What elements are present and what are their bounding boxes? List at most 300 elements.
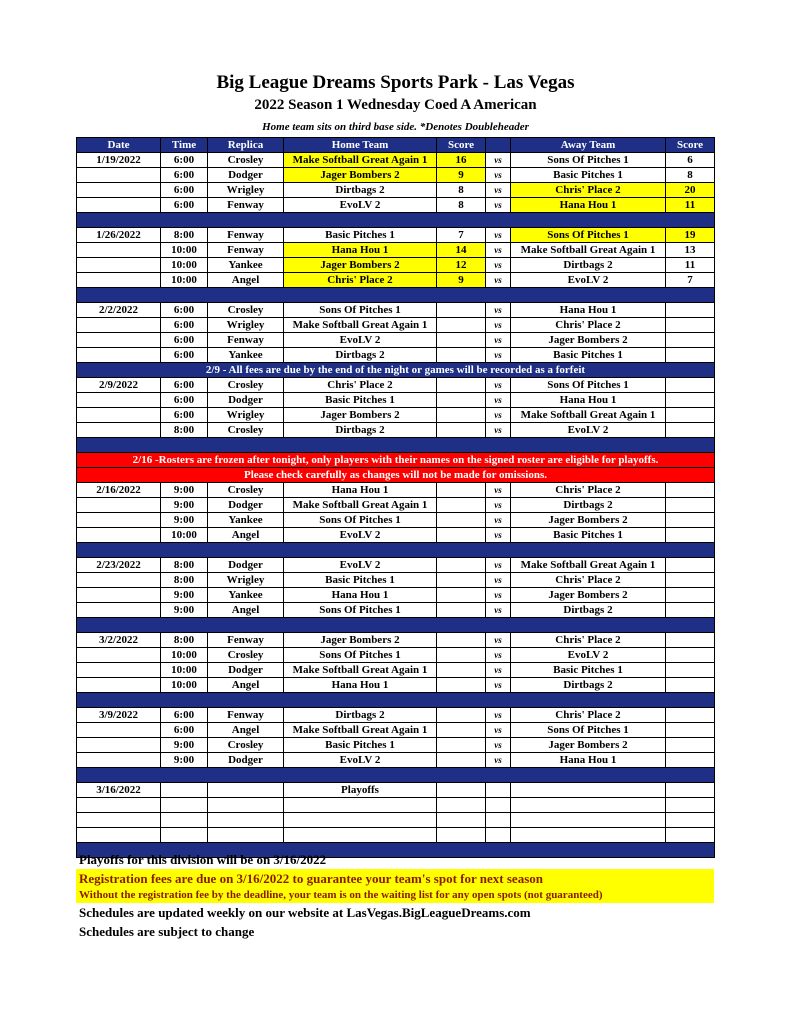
away-team-cell: Jager Bombers 2 bbox=[511, 588, 666, 603]
game-row bbox=[77, 333, 715, 348]
away-team-cell: Make Softball Great Again 1 bbox=[511, 243, 666, 258]
empty-row bbox=[77, 813, 715, 828]
fee-notice-row bbox=[77, 363, 715, 378]
game-row bbox=[77, 633, 715, 648]
game-row bbox=[77, 483, 715, 498]
date-cell bbox=[77, 528, 161, 543]
home-team-cell: Sons Of Pitches 1 bbox=[284, 648, 437, 663]
week-separator bbox=[77, 438, 715, 453]
date-cell bbox=[77, 393, 161, 408]
vs-cell: vs bbox=[486, 588, 511, 603]
time-cell: 6:00 bbox=[161, 198, 208, 213]
away-team-cell: Sons Of Pitches 1 bbox=[511, 153, 666, 168]
home-score-cell bbox=[437, 333, 486, 348]
vs-cell bbox=[486, 783, 511, 798]
date-cell bbox=[77, 753, 161, 768]
website-notice: Schedules are updated weekly on our website at LasVegas.BigLeagueDreams.com bbox=[79, 905, 531, 920]
game-row bbox=[77, 198, 715, 213]
home-team-cell: EvoLV 2 bbox=[284, 558, 437, 573]
schedule-note: Home team sits on third base side. *Denotes Doubleheader bbox=[262, 121, 529, 133]
replica-cell: Dodger bbox=[208, 663, 284, 678]
schedule-table bbox=[76, 137, 715, 858]
vs-cell: vs bbox=[486, 393, 511, 408]
time-cell: 6:00 bbox=[161, 183, 208, 198]
replica-cell: Yankee bbox=[208, 513, 284, 528]
vs-cell: vs bbox=[486, 183, 511, 198]
separator-cell bbox=[77, 768, 715, 783]
date-cell bbox=[77, 423, 161, 438]
away-team-cell: Hana Hou 1 bbox=[511, 303, 666, 318]
away-score-cell bbox=[666, 558, 715, 573]
replica-cell: Angel bbox=[208, 678, 284, 693]
away-team-cell: Jager Bombers 2 bbox=[511, 738, 666, 753]
date-cell: 2/9/2022 bbox=[77, 378, 161, 393]
home-team-cell: Sons Of Pitches 1 bbox=[284, 303, 437, 318]
away-team-cell: Dirtbags 2 bbox=[511, 678, 666, 693]
vs-cell: vs bbox=[486, 333, 511, 348]
home-score-cell bbox=[437, 813, 486, 828]
game-row bbox=[77, 228, 715, 243]
away-score-cell bbox=[666, 648, 715, 663]
roster-notice-row bbox=[77, 453, 715, 468]
game-row bbox=[77, 318, 715, 333]
vs-cell: vs bbox=[486, 273, 511, 288]
vs-cell: vs bbox=[486, 603, 511, 618]
home-team-cell: Jager Bombers 2 bbox=[284, 168, 437, 183]
home-team-cell bbox=[284, 813, 437, 828]
away-score-cell bbox=[666, 408, 715, 423]
replica-cell: Yankee bbox=[208, 588, 284, 603]
week-separator bbox=[77, 768, 715, 783]
date-cell bbox=[77, 603, 161, 618]
home-score-cell: 9 bbox=[437, 168, 486, 183]
vs-cell bbox=[486, 798, 511, 813]
home-score-cell: 16 bbox=[437, 153, 486, 168]
away-team-cell: Jager Bombers 2 bbox=[511, 333, 666, 348]
table-header-row bbox=[77, 138, 715, 153]
game-row bbox=[77, 648, 715, 663]
away-score-cell bbox=[666, 378, 715, 393]
away-team-cell: Chris' Place 2 bbox=[511, 633, 666, 648]
home-score-cell: 12 bbox=[437, 258, 486, 273]
home-score-cell: 7 bbox=[437, 228, 486, 243]
replica-cell: Angel bbox=[208, 723, 284, 738]
game-row bbox=[77, 243, 715, 258]
col-header-home-score: Score bbox=[437, 138, 486, 153]
home-team-cell: Jager Bombers 2 bbox=[284, 408, 437, 423]
notice-text: 2/16 -Rosters are frozen after tonight, only players with their names on the signed roster are eligible for playoffs. bbox=[77, 453, 715, 468]
time-cell: 6:00 bbox=[161, 393, 208, 408]
home-score-cell bbox=[437, 648, 486, 663]
away-score-cell bbox=[666, 303, 715, 318]
home-team-cell: Hana Hou 1 bbox=[284, 588, 437, 603]
game-row bbox=[77, 303, 715, 318]
date-cell bbox=[77, 333, 161, 348]
replica-cell: Yankee bbox=[208, 348, 284, 363]
time-cell: 9:00 bbox=[161, 753, 208, 768]
home-score-cell bbox=[437, 708, 486, 723]
vs-cell: vs bbox=[486, 483, 511, 498]
separator-cell bbox=[77, 693, 715, 708]
away-score-cell bbox=[666, 498, 715, 513]
vs-cell: vs bbox=[486, 498, 511, 513]
home-score-cell bbox=[437, 573, 486, 588]
time-cell: 9:00 bbox=[161, 513, 208, 528]
home-score-cell bbox=[437, 798, 486, 813]
game-row bbox=[77, 183, 715, 198]
time-cell: 10:00 bbox=[161, 678, 208, 693]
vs-cell: vs bbox=[486, 243, 511, 258]
away-score-cell bbox=[666, 423, 715, 438]
vs-cell: vs bbox=[486, 318, 511, 333]
game-row bbox=[77, 273, 715, 288]
game-row bbox=[77, 708, 715, 723]
vs-cell: vs bbox=[486, 378, 511, 393]
home-team-cell: Sons Of Pitches 1 bbox=[284, 513, 437, 528]
home-team-cell: EvoLV 2 bbox=[284, 753, 437, 768]
away-team-cell: Chris' Place 2 bbox=[511, 573, 666, 588]
time-cell: 10:00 bbox=[161, 258, 208, 273]
time-cell: 9:00 bbox=[161, 603, 208, 618]
away-score-cell bbox=[666, 603, 715, 618]
time-cell: 8:00 bbox=[161, 558, 208, 573]
game-row bbox=[77, 573, 715, 588]
home-team-cell: Make Softball Great Again 1 bbox=[284, 723, 437, 738]
away-team-cell: Sons Of Pitches 1 bbox=[511, 228, 666, 243]
time-cell: 9:00 bbox=[161, 498, 208, 513]
replica-cell: Fenway bbox=[208, 228, 284, 243]
away-score-cell: 20 bbox=[666, 183, 715, 198]
away-team-cell: Dirtbags 2 bbox=[511, 603, 666, 618]
game-row bbox=[77, 393, 715, 408]
away-team-cell: Dirtbags 2 bbox=[511, 498, 666, 513]
playoffs-row bbox=[77, 783, 715, 798]
away-score-cell bbox=[666, 348, 715, 363]
time-cell: 6:00 bbox=[161, 348, 208, 363]
away-team-cell: EvoLV 2 bbox=[511, 273, 666, 288]
away-team-cell: EvoLV 2 bbox=[511, 648, 666, 663]
vs-cell: vs bbox=[486, 753, 511, 768]
replica-cell: Yankee bbox=[208, 258, 284, 273]
date-cell bbox=[77, 513, 161, 528]
vs-cell: vs bbox=[486, 303, 511, 318]
replica-cell: Dodger bbox=[208, 753, 284, 768]
away-score-cell: 7 bbox=[666, 273, 715, 288]
vs-cell: vs bbox=[486, 528, 511, 543]
replica-cell: Angel bbox=[208, 273, 284, 288]
home-score-cell bbox=[437, 828, 486, 843]
replica-cell: Dodger bbox=[208, 498, 284, 513]
time-cell: 10:00 bbox=[161, 273, 208, 288]
home-team-cell: Dirtbags 2 bbox=[284, 348, 437, 363]
date-cell: 2/16/2022 bbox=[77, 483, 161, 498]
home-score-cell bbox=[437, 408, 486, 423]
home-team-cell: Dirtbags 2 bbox=[284, 708, 437, 723]
away-score-cell bbox=[666, 588, 715, 603]
away-team-cell: Sons Of Pitches 1 bbox=[511, 723, 666, 738]
replica-cell: Wrigley bbox=[208, 183, 284, 198]
away-score-cell bbox=[666, 483, 715, 498]
home-score-cell: 9 bbox=[437, 273, 486, 288]
replica-cell: Angel bbox=[208, 528, 284, 543]
away-score-cell bbox=[666, 393, 715, 408]
schedule-body bbox=[77, 153, 715, 858]
replica-cell: Fenway bbox=[208, 333, 284, 348]
away-score-cell bbox=[666, 333, 715, 348]
home-score-cell bbox=[437, 318, 486, 333]
home-team-cell bbox=[284, 798, 437, 813]
date-cell bbox=[77, 813, 161, 828]
home-team-cell: EvoLV 2 bbox=[284, 198, 437, 213]
date-cell bbox=[77, 573, 161, 588]
replica-cell: Fenway bbox=[208, 708, 284, 723]
col-header-away-team: Away Team bbox=[511, 138, 666, 153]
away-score-cell bbox=[666, 738, 715, 753]
replica-cell: Crosley bbox=[208, 483, 284, 498]
time-cell: 6:00 bbox=[161, 708, 208, 723]
game-row bbox=[77, 378, 715, 393]
home-team-cell: Make Softball Great Again 1 bbox=[284, 663, 437, 678]
away-team-cell: Make Softball Great Again 1 bbox=[511, 558, 666, 573]
replica-cell: Wrigley bbox=[208, 408, 284, 423]
game-row bbox=[77, 558, 715, 573]
date-cell bbox=[77, 498, 161, 513]
time-cell: 8:00 bbox=[161, 633, 208, 648]
home-team-cell: Basic Pitches 1 bbox=[284, 228, 437, 243]
replica-cell: Fenway bbox=[208, 198, 284, 213]
away-team-cell bbox=[511, 798, 666, 813]
col-header-away-score: Score bbox=[666, 138, 715, 153]
away-team-cell: Jager Bombers 2 bbox=[511, 513, 666, 528]
home-score-cell bbox=[437, 348, 486, 363]
vs-cell: vs bbox=[486, 153, 511, 168]
home-score-cell bbox=[437, 558, 486, 573]
vs-cell: vs bbox=[486, 198, 511, 213]
separator-cell bbox=[77, 213, 715, 228]
away-score-cell bbox=[666, 723, 715, 738]
away-score-cell bbox=[666, 783, 715, 798]
replica-cell: Wrigley bbox=[208, 573, 284, 588]
date-cell bbox=[77, 258, 161, 273]
time-cell: 6:00 bbox=[161, 318, 208, 333]
vs-cell: vs bbox=[486, 573, 511, 588]
home-score-cell bbox=[437, 753, 486, 768]
home-team-cell: Basic Pitches 1 bbox=[284, 393, 437, 408]
away-score-cell: 6 bbox=[666, 153, 715, 168]
replica-cell: Crosley bbox=[208, 153, 284, 168]
away-team-cell bbox=[511, 813, 666, 828]
vs-cell: vs bbox=[486, 348, 511, 363]
game-row bbox=[77, 258, 715, 273]
home-score-cell bbox=[437, 588, 486, 603]
vs-cell: vs bbox=[486, 648, 511, 663]
vs-cell bbox=[486, 828, 511, 843]
home-score-cell bbox=[437, 378, 486, 393]
col-header-home-team: Home Team bbox=[284, 138, 437, 153]
date-cell: 3/16/2022 bbox=[77, 783, 161, 798]
date-cell bbox=[77, 738, 161, 753]
replica-cell bbox=[208, 783, 284, 798]
away-team-cell: Hana Hou 1 bbox=[511, 393, 666, 408]
home-score-cell bbox=[437, 528, 486, 543]
game-row bbox=[77, 513, 715, 528]
away-score-cell: 8 bbox=[666, 168, 715, 183]
time-cell: 9:00 bbox=[161, 588, 208, 603]
date-cell: 3/9/2022 bbox=[77, 708, 161, 723]
game-row bbox=[77, 528, 715, 543]
vs-cell: vs bbox=[486, 723, 511, 738]
away-score-cell bbox=[666, 318, 715, 333]
home-team-cell: Basic Pitches 1 bbox=[284, 738, 437, 753]
time-cell: 6:00 bbox=[161, 378, 208, 393]
home-team-cell: EvoLV 2 bbox=[284, 528, 437, 543]
time-cell: 8:00 bbox=[161, 423, 208, 438]
replica-cell bbox=[208, 798, 284, 813]
game-row bbox=[77, 603, 715, 618]
away-team-cell: Basic Pitches 1 bbox=[511, 528, 666, 543]
home-team-cell: Hana Hou 1 bbox=[284, 243, 437, 258]
week-separator bbox=[77, 618, 715, 633]
vs-cell: vs bbox=[486, 258, 511, 273]
replica-cell: Wrigley bbox=[208, 318, 284, 333]
away-score-cell bbox=[666, 828, 715, 843]
away-score-cell bbox=[666, 633, 715, 648]
home-score-cell bbox=[437, 738, 486, 753]
home-team-cell: Dirtbags 2 bbox=[284, 423, 437, 438]
home-team-cell: Jager Bombers 2 bbox=[284, 258, 437, 273]
empty-row bbox=[77, 798, 715, 813]
home-team-cell: Jager Bombers 2 bbox=[284, 633, 437, 648]
replica-cell bbox=[208, 813, 284, 828]
home-team-cell: Hana Hou 1 bbox=[284, 678, 437, 693]
game-row bbox=[77, 678, 715, 693]
home-team-cell: Playoffs bbox=[284, 783, 437, 798]
replica-cell: Fenway bbox=[208, 243, 284, 258]
vs-cell: vs bbox=[486, 408, 511, 423]
away-score-cell: 13 bbox=[666, 243, 715, 258]
home-score-cell bbox=[437, 423, 486, 438]
game-row bbox=[77, 168, 715, 183]
home-team-cell: Dirtbags 2 bbox=[284, 183, 437, 198]
home-team-cell: Basic Pitches 1 bbox=[284, 573, 437, 588]
away-team-cell: Chris' Place 2 bbox=[511, 183, 666, 198]
col-header-time: Time bbox=[161, 138, 208, 153]
time-cell: 6:00 bbox=[161, 153, 208, 168]
replica-cell bbox=[208, 828, 284, 843]
playoffs-notice: Playoffs for this division will be on 3/16/2022 bbox=[79, 852, 327, 867]
empty-row bbox=[77, 828, 715, 843]
week-separator bbox=[77, 693, 715, 708]
page-title: Big League Dreams Sports Park - Las Vegas bbox=[216, 72, 575, 93]
notice-text: Please check carefully as changes will not be made for omissions. bbox=[77, 468, 715, 483]
date-cell bbox=[77, 168, 161, 183]
replica-cell: Crosley bbox=[208, 738, 284, 753]
away-score-cell bbox=[666, 753, 715, 768]
date-cell: 1/26/2022 bbox=[77, 228, 161, 243]
time-cell bbox=[161, 798, 208, 813]
home-team-cell: Chris' Place 2 bbox=[284, 378, 437, 393]
time-cell: 10:00 bbox=[161, 243, 208, 258]
away-team-cell bbox=[511, 783, 666, 798]
replica-cell: Dodger bbox=[208, 168, 284, 183]
home-team-cell: Sons Of Pitches 1 bbox=[284, 603, 437, 618]
away-team-cell: EvoLV 2 bbox=[511, 423, 666, 438]
away-score-cell bbox=[666, 663, 715, 678]
home-team-cell: Chris' Place 2 bbox=[284, 273, 437, 288]
week-separator bbox=[77, 288, 715, 303]
home-score-cell bbox=[437, 483, 486, 498]
replica-cell: Dodger bbox=[208, 558, 284, 573]
replica-cell: Crosley bbox=[208, 648, 284, 663]
replica-cell: Fenway bbox=[208, 633, 284, 648]
date-cell: 3/2/2022 bbox=[77, 633, 161, 648]
time-cell: 8:00 bbox=[161, 228, 208, 243]
away-team-cell: Hana Hou 1 bbox=[511, 198, 666, 213]
away-team-cell: Chris' Place 2 bbox=[511, 318, 666, 333]
vs-cell bbox=[486, 813, 511, 828]
away-team-cell: Basic Pitches 1 bbox=[511, 663, 666, 678]
home-score-cell bbox=[437, 723, 486, 738]
away-score-cell bbox=[666, 528, 715, 543]
date-cell bbox=[77, 678, 161, 693]
vs-cell: vs bbox=[486, 663, 511, 678]
home-score-cell bbox=[437, 633, 486, 648]
date-cell bbox=[77, 828, 161, 843]
vs-cell: vs bbox=[486, 633, 511, 648]
away-team-cell: Make Softball Great Again 1 bbox=[511, 408, 666, 423]
away-score-cell bbox=[666, 678, 715, 693]
time-cell: 8:00 bbox=[161, 573, 208, 588]
home-team-cell: Hana Hou 1 bbox=[284, 483, 437, 498]
time-cell: 6:00 bbox=[161, 303, 208, 318]
notice-text: 2/9 - All fees are due by the end of the night or games will be recorded as a forfeit bbox=[77, 363, 715, 378]
separator-cell bbox=[77, 543, 715, 558]
replica-cell: Crosley bbox=[208, 423, 284, 438]
game-row bbox=[77, 423, 715, 438]
time-cell: 10:00 bbox=[161, 648, 208, 663]
time-cell: 6:00 bbox=[161, 333, 208, 348]
home-score-cell bbox=[437, 663, 486, 678]
home-score-cell bbox=[437, 498, 486, 513]
game-row bbox=[77, 663, 715, 678]
time-cell: 9:00 bbox=[161, 738, 208, 753]
date-cell bbox=[77, 198, 161, 213]
date-cell: 2/2/2022 bbox=[77, 303, 161, 318]
separator-cell bbox=[77, 438, 715, 453]
time-cell: 6:00 bbox=[161, 723, 208, 738]
game-row bbox=[77, 753, 715, 768]
away-score-cell bbox=[666, 513, 715, 528]
date-cell bbox=[77, 663, 161, 678]
away-score-cell: 11 bbox=[666, 198, 715, 213]
away-team-cell: Basic Pitches 1 bbox=[511, 348, 666, 363]
date-cell bbox=[77, 243, 161, 258]
home-score-cell bbox=[437, 393, 486, 408]
time-cell: 6:00 bbox=[161, 168, 208, 183]
replica-cell: Crosley bbox=[208, 303, 284, 318]
home-score-cell: 8 bbox=[437, 198, 486, 213]
time-cell bbox=[161, 813, 208, 828]
away-score-cell bbox=[666, 573, 715, 588]
game-row bbox=[77, 498, 715, 513]
vs-cell: vs bbox=[486, 708, 511, 723]
away-score-cell bbox=[666, 708, 715, 723]
away-score-cell bbox=[666, 798, 715, 813]
replica-cell: Dodger bbox=[208, 393, 284, 408]
week-separator bbox=[77, 213, 715, 228]
replica-cell: Crosley bbox=[208, 378, 284, 393]
time-cell: 9:00 bbox=[161, 483, 208, 498]
